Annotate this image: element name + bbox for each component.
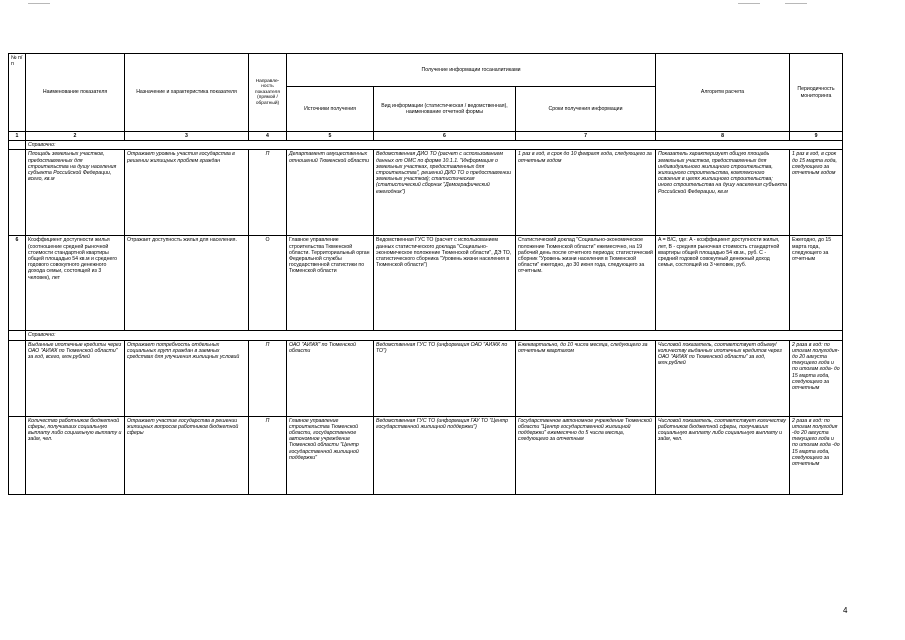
row-algorithm: A = B/C, где: A - коэффициент доступности жилья, лет, B - средняя рыночная стоимость стандартной квартиры общей площадью 54 кв.м., руб. C - средний годовой совокупный денежный доход семьи, состоящей из 3 человек, руб. <box>656 236 790 331</box>
column-number: 3 <box>125 132 249 141</box>
row-name: Площадь земельных участков, предоставленных для строительства на душу населения субъекта Российской Федерации, всего, кв.м <box>26 150 125 236</box>
row-purpose: Отражает уровень участия государства в решении жилищных проблем граждан <box>125 150 249 236</box>
top-edge-mark <box>738 3 760 4</box>
header-period: Периодичность мониторинга <box>790 54 843 132</box>
column-number: 7 <box>516 132 656 141</box>
row-num: 6 <box>9 236 26 331</box>
header-terms: Сроки получения информации <box>516 87 656 132</box>
row-num <box>9 150 26 236</box>
row-terms: 1 раз в год, в срок до 10 февраля года, следующего за отчетным годом <box>516 150 656 236</box>
indicators-table <box>8 53 843 495</box>
empty-cell <box>9 141 26 150</box>
row-period: Ежегодно, до 15 марта года, следующего за отчетным <box>790 236 843 331</box>
header-num: № п/п <box>9 54 26 132</box>
column-number: 5 <box>287 132 374 141</box>
column-number: 4 <box>249 132 287 141</box>
row-purpose: Отражает доступность жилья для населения. <box>125 236 249 331</box>
row-direction: П <box>249 340 287 416</box>
table-row <box>9 150 843 236</box>
row-source: Главное управление строительства Тюменской области. Территориальный орган Федеральной службы государственной статистики по Тюменской области <box>287 236 374 331</box>
section-label: Справочно: <box>26 331 843 340</box>
section-label-row <box>9 331 843 340</box>
row-info-type: Ведомственная ГУС ТО (информация ОАО "АИЖК по ТО") <box>374 340 516 416</box>
column-number: 8 <box>656 132 790 141</box>
header-algorithm: Алгоритм расчета <box>656 54 790 132</box>
row-num <box>9 340 26 416</box>
column-number: 6 <box>374 132 516 141</box>
top-edge-mark <box>28 3 50 4</box>
row-period: 2 раза в год: по итогам полугодия -до 20 августа текущего года и по итогам года -до 15 марта года, следующего за отчетным <box>790 416 843 494</box>
row-algorithm: Числовой показатель, соответствует количеству работников бюджетной сферы, получивших социальную выплату либо социальную выплату и займ, чел. <box>656 416 790 494</box>
table-row <box>9 340 843 416</box>
header-source: Источники получения <box>287 87 374 132</box>
column-number: 2 <box>26 132 125 141</box>
table-row <box>9 416 843 494</box>
header-purpose: Назначение и характеристика показателя <box>125 54 249 132</box>
header-direction: Направле-ность показателя (прямой / обратный) <box>249 54 287 132</box>
row-info-type: Ведомственная ГУС ТО (расчет с использованием данных статистического доклада "Социально-экономическое положение Тюменской области", ДЭ ТО, статистического сборника "Уровень жизни населения в Тюменской области") <box>374 236 516 331</box>
header-info-type: Вид информации (статистическая / ведомственная), наименование отчетной формы <box>374 87 516 132</box>
row-period: 2 раза в год: по итогам полугодия- до 20 августа текущего года и по итогам года- до 15 марта года, следующего за отчетным <box>790 340 843 416</box>
row-algorithm: Числовой показатель, соответствует объему/количеству выданных ипотечных кредитов через ОАО "АИЖК по Тюменской области" за год, млн.рублей <box>656 340 790 416</box>
row-name: Количество работников бюджетной сферы, получивших социальную выплату либо социальную выплату и займ, чел. <box>26 416 125 494</box>
header-name: Наименование показателя <box>26 54 125 132</box>
row-purpose: Отражает потребность отдельных социальных групп граждан в заемных средствах для улучшения жилищных условий <box>125 340 249 416</box>
column-number: 1 <box>9 132 26 141</box>
row-name: Выданные ипотечные кредиты через ОАО "АИЖК по Тюменской области" за год, всего, млн.рублей <box>26 340 125 416</box>
section-label-row <box>9 141 843 150</box>
row-name: Коэффициент доступности жилья (соотношение средней рыночной стоимости стандартной квартиры общей площадью 54 кв.м и среднего годового совокупного денежного дохода семьи, состоящей из 3 человек), лет <box>26 236 125 331</box>
top-edge-mark <box>785 3 807 4</box>
header-info-group: Получение информации госаналитиками <box>287 54 656 87</box>
column-number-row <box>9 132 843 141</box>
section-label: Справочно: <box>26 141 843 150</box>
row-algorithm: Показатель характеризует общую площадь земельных участков, предоставленных для индивидуального жилищного строительства, жилищного строительства, комплексного освоения в целях жилищного строительства; иного строительства на душу населения субъекта Российской Федерации, кв.м <box>656 150 790 236</box>
row-info-type: Ведомственная ДИО ТО (расчет с использованием данных от ОМС по форме 10.1.1. "Информация о земельных участках, предоставленных для строительства", решений ДИО ТО о предоставлении земельных участков); статистическая (статистический сборник "Демографический ежегодник") <box>374 150 516 236</box>
row-terms: Ежеквартально, до 10 числа месяца, следующего за отчетным кварталом <box>516 340 656 416</box>
page-number: 4 <box>843 606 848 615</box>
row-num <box>9 416 26 494</box>
row-direction: П <box>249 150 287 236</box>
row-direction: П <box>249 416 287 494</box>
row-source: ОАО "АИЖК" по Тюменской области <box>287 340 374 416</box>
empty-cell <box>9 331 26 340</box>
row-info-type: Ведомственная ГУС ТО (информация ГАУ ТО "Центр государственной жилищной поддержки") <box>374 416 516 494</box>
row-direction: О <box>249 236 287 331</box>
row-purpose: Отражает участие государства в решении жилищных вопросов работников бюджетной сферы <box>125 416 249 494</box>
row-source: Главное управление строительства Тюменской области, государственное автономное учреждение Тюменской области "Центр государственной жилищной поддержки" <box>287 416 374 494</box>
table-row <box>9 236 843 331</box>
row-source: Департамент имущественных отношений Тюменской области <box>287 150 374 236</box>
row-period: 1 раз в год, в срок до 15 марта года, следующего за отчетным годом <box>790 150 843 236</box>
column-number: 9 <box>790 132 843 141</box>
header-row <box>9 54 843 87</box>
row-terms: Государственное автономное учреждение Тюменской области "Центр государственной жилищной поддержки" ежемесячно до 5 числа месяца, следующего за отчетным <box>516 416 656 494</box>
row-terms: Статистический доклад "Социально-экономическое положение Тюменской области" ежемесячно, на 19 рабочий день после отчетного периода; статистический сборник "Уровень жизни населения в Тюменской области" ежегодно, до 30 июня года, следующего за отчетным. <box>516 236 656 331</box>
